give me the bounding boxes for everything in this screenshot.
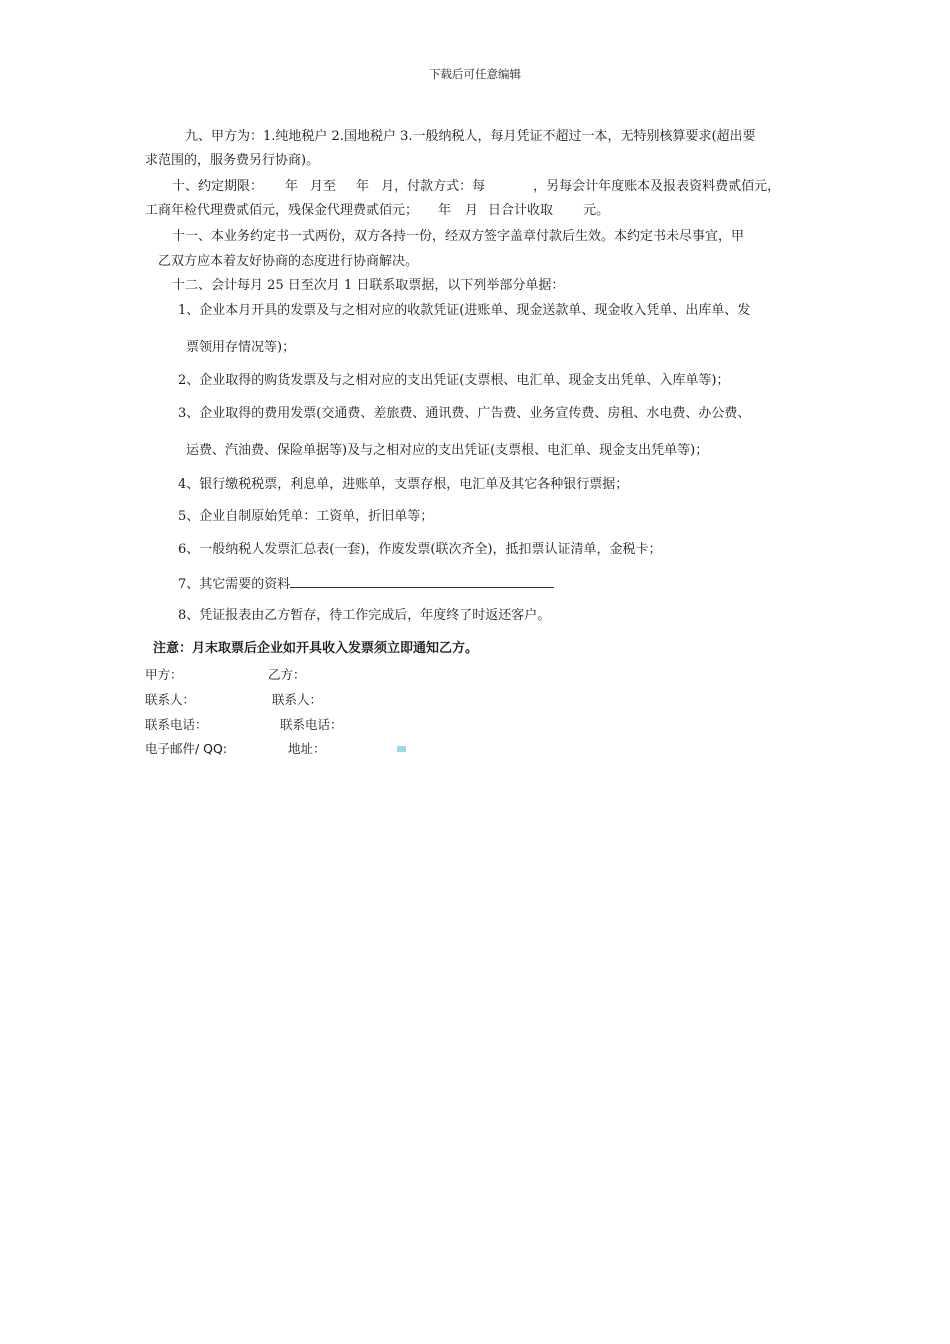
notice: 注意：月末取票后企业如开具收入发票须立即通知乙方。 [153, 641, 479, 656]
email-a-label: 电子邮件/ QQ: [145, 741, 228, 756]
party-a-label: 甲方： [145, 667, 183, 682]
party-b-label: 乙方： [268, 667, 306, 682]
item-3-line1: 3、企业取得的费用发票(交通费、差旅费、通讯费、广告费、业务宣传费、房租、水电费、办公费、 [178, 406, 751, 421]
item-8: 8、凭证报表由乙方暂存，待工作完成后，年度终了时返还客户。 [178, 608, 551, 623]
term-end-year: 年 [356, 179, 370, 194]
clause-eleven-line2: 乙双方应本着友好协商的态度进行协商解决。 [158, 254, 419, 269]
term-start-month: 月至 [310, 179, 337, 194]
annual-fees: 工商年检代理费贰佰元，残保金代理费贰佰元； [145, 203, 419, 218]
phone-b-label: 联系电话： [280, 717, 343, 732]
item-6: 6、一般纳税人发票汇总表(一套)，作废发票(联次齐全)，抵扣票认证清单，金税卡； [178, 542, 662, 557]
cursor-marker [397, 746, 406, 752]
item-5: 5、企业自制原始凭单：工资单，折旧单等； [178, 509, 434, 524]
total-month: 月 [465, 203, 479, 218]
item-1-line1: 1、企业本月开具的发票及与之相对应的收款凭证(进账单、现金送款单、现金收入凭单、出库单、发 [178, 303, 751, 318]
clause-eleven-line1: 十一、本业务约定书一式两份，双方各持一份，经双方签字盖章付款后生效。本约定书未尽事宜，甲 [172, 229, 745, 244]
clause-ten-line2 [145, 202, 609, 220]
payment-method: 月，付款方式：每 [381, 179, 486, 194]
total-year: 年 [438, 203, 452, 218]
item-7-blank-line [290, 574, 554, 588]
clause-ten-line1 [172, 178, 780, 196]
contact-a-label: 联系人： [145, 692, 196, 707]
extra-fees: ，另每会计年度账本及报表资料费贰佰元， [533, 179, 781, 194]
clause-nine-line2: 求范围的，服务费另行协商)。 [145, 153, 320, 168]
item-1-line2: 票领用存情况等)； [186, 340, 296, 355]
total-amount: 元。 [583, 203, 610, 218]
address-b-label: 地址： [288, 741, 326, 756]
total-day: 日合计收取 [488, 203, 554, 218]
clause-nine-line1: 九、甲方为：1.纯地税户 2.国地税户 3.一般纳税人，每月凭证不超过一本，无特别核算要求(超出要 [185, 129, 756, 144]
contact-b-label: 联系人： [272, 692, 323, 707]
item-4: 4、银行缴税税票，利息单，进账单，支票存根，电汇单及其它各种银行票据； [178, 477, 629, 492]
phone-a-label: 联系电话： [145, 717, 208, 732]
clause-twelve: 十二、会计每月 25 日至次月 1 日联系取票据，以下列举部分单据： [172, 278, 565, 293]
item-2: 2、企业取得的购货发票及与之相对应的支出凭证(支票根、电汇单、现金支出凭单、入库单等)； [178, 373, 730, 388]
term-label: 十、约定期限： [172, 179, 264, 194]
term-start-year: 年 [285, 179, 299, 194]
item-7 [178, 574, 554, 594]
item-7-label: 7、其它需要的资料 [178, 577, 291, 592]
item-3-line2: 运费、汽油费、保险单据等)及与之相对应的支出凭证(支票根、电汇单、现金支出凭单等)； [186, 443, 709, 458]
page-header: 下载后可任意编辑 [429, 67, 521, 81]
